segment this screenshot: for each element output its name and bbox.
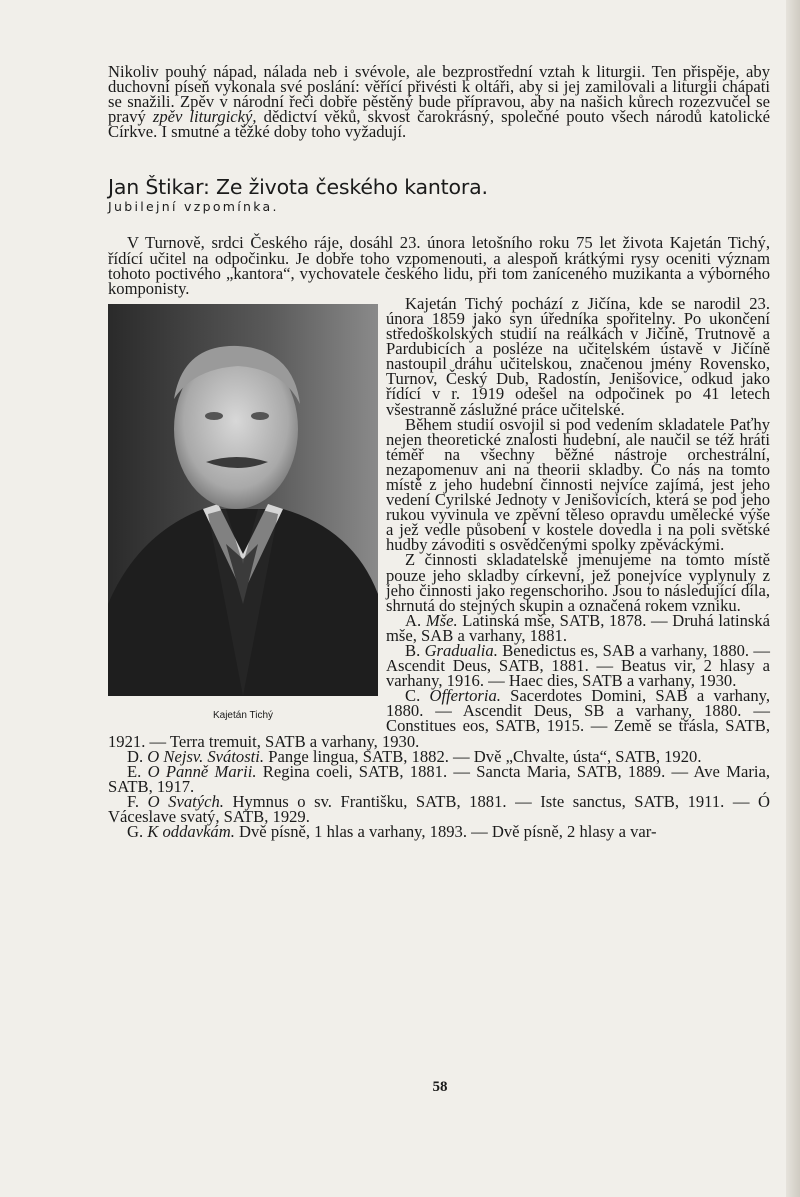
works-list-item xyxy=(108,761,770,796)
work-letter: F. xyxy=(127,791,140,811)
work-category: Mše. xyxy=(425,610,458,630)
article-subtitle: Jubilejní vzpomínka. xyxy=(108,199,279,215)
paragraph: Během studií osvojil si pod vedením skladatele Paťhy nejen theoretické znalosti hudební, ale naučil se též hráti téměř na všechny běžné nástroje orchestrální, nezapomenuv ani na theorii skladby. Co nás na tomto místě z jeho hudební činnosti nejvíce zajímá, jest jeho vedení Cyrilské Jednoty v Jenišovicích, která se pod jeho rukou vyvinula ve zpěvní těleso opravdu umělecké výše a jež vedle působení v kostele dovedla i na poli světské hudby závoditi s osvědčenými spolky zpěváckými. xyxy=(386,414,770,555)
photo-caption: Kajetán Tichý xyxy=(212,709,274,721)
work-text: Latinská mše, SATB, 1878. — Druhá latinská mše, SAB a varhany, 1881. xyxy=(386,610,770,645)
work-text: Dvě písně, 1 hlas a varhany, 1893. — Dvě písně, 2 hlasy a var- xyxy=(239,822,657,842)
paragraph: V Turnově, srdci Českého ráje, dosáhl 23. února letošního roku 75 let života Kajetán Tichý, řídící učitel na odpočinku. Je dobře toho vzpomenouti, a alespoň krátkými rysy oceniti význam tohoto poctivého „kantora“, vychovatele českého lidu, při tom zaníceného muzikanta a výborného komponisty. xyxy=(108,233,770,298)
work-category: O Nejsv. Svátosti. xyxy=(147,746,265,766)
work-letter: G. xyxy=(127,822,144,842)
work-category: O Panně Marii. xyxy=(147,761,257,781)
work-category: Offertoria. xyxy=(429,686,501,706)
work-category: O Svatých. xyxy=(147,791,224,811)
work-category: Gradualia. xyxy=(424,641,498,660)
works-list-item xyxy=(108,822,770,842)
works-list-item xyxy=(108,791,770,827)
work-letter: B. xyxy=(405,641,421,660)
intro-paragraph xyxy=(108,62,770,142)
work-text: Regina coeli, SATB, 1881. — Sancta Maria, SATB, 1889. — Ave Maria, SATB, 1917. xyxy=(108,761,770,796)
work-text: Sacerdotes Domini, SAB a varhany, 1880. — Ascendit Deus, SB a varhany, 1880. — Constitues eos, SATB, 1915. — Země se třásla, SATB, 1921. — Terra tremuit, SATB a varhany, 1930. xyxy=(108,686,771,751)
portrait-photo xyxy=(108,304,378,696)
article-title: Jan Štikar: Ze života českého kantora. xyxy=(108,175,488,200)
text-column xyxy=(108,62,771,842)
work-category: K oddavkám. xyxy=(147,822,235,842)
intro-italic: zpěv liturgický, xyxy=(152,107,257,127)
portrait-figure xyxy=(108,304,378,722)
work-text: Benedictus es, SAB a varhany, 1880. — Ascendit Deus, SATB, 1881. — Beatus vir, 2 hlasy a varhany, 1916. — Haec dies, SATB a varhany, 1930. xyxy=(386,641,770,691)
work-letter: E. xyxy=(127,761,142,781)
work-text: Pange lingua, SATB, 1882. — Dvě „Chvalte, ústa“, SATB, 1920. xyxy=(268,746,702,766)
page-number: 58 xyxy=(432,1079,448,1095)
paragraph: Z činnosti skladatelské jmenujeme na tomto místě pouze jeho skladby církevní, jež ponejvíce vyplynuly z jeho činnosti jako regenschoriho. Jsou to následující díla, shrnutá do stejných skupin a označená rokem vzniku. xyxy=(386,550,770,615)
work-letter: D. xyxy=(127,746,144,766)
work-letter: A. xyxy=(405,610,422,630)
intro-text: Nikoliv pouhý nápad, nálada neb i svévole, ale bezprostřední vztah k liturgii. Ten přispěje, aby duchovní píseň vykonala své poslání: věřící přivésti k oltáři, aby si jej zamilovali a liturgii chápati se snažili. Zpěv v národní řeči dobře pěstěný bude přípravou, aby na našich kůrech rozezvučel se pravý xyxy=(108,62,770,127)
work-text: Hymnus o sv. Františku, SATB, 1881. — Iste sanctus, SATB, 1911. — Ó Váceslave svatý, SATB, 1929. xyxy=(108,791,770,827)
paragraph: Kajetán Tichý pochází z Jičína, kde se narodil 23. února 1859 jako syn úředníka spořitelny. Po ukončení středoškolských studií na reálkách v Jičíně, Trutnově a Pardubicích a posléze na učitelském ústavě v Jičíně nastoupil dráhu učitelskou, značenou jmény Rovensko, Turnov, Český Dub, Radostín, Jenišovice, odkud jako řídící v r. 1919 odešel na odpočinek po 41 letech všestranně záslužné práce učitelské. xyxy=(386,293,770,419)
intro-tail: dědictví věků, skvost čarokrásný, společné pouto všech národů katolické Církve. I smutné a těžké doby toho vyžadují. xyxy=(108,107,770,142)
page-edge xyxy=(786,0,800,1197)
work-letter: C. xyxy=(405,686,421,706)
